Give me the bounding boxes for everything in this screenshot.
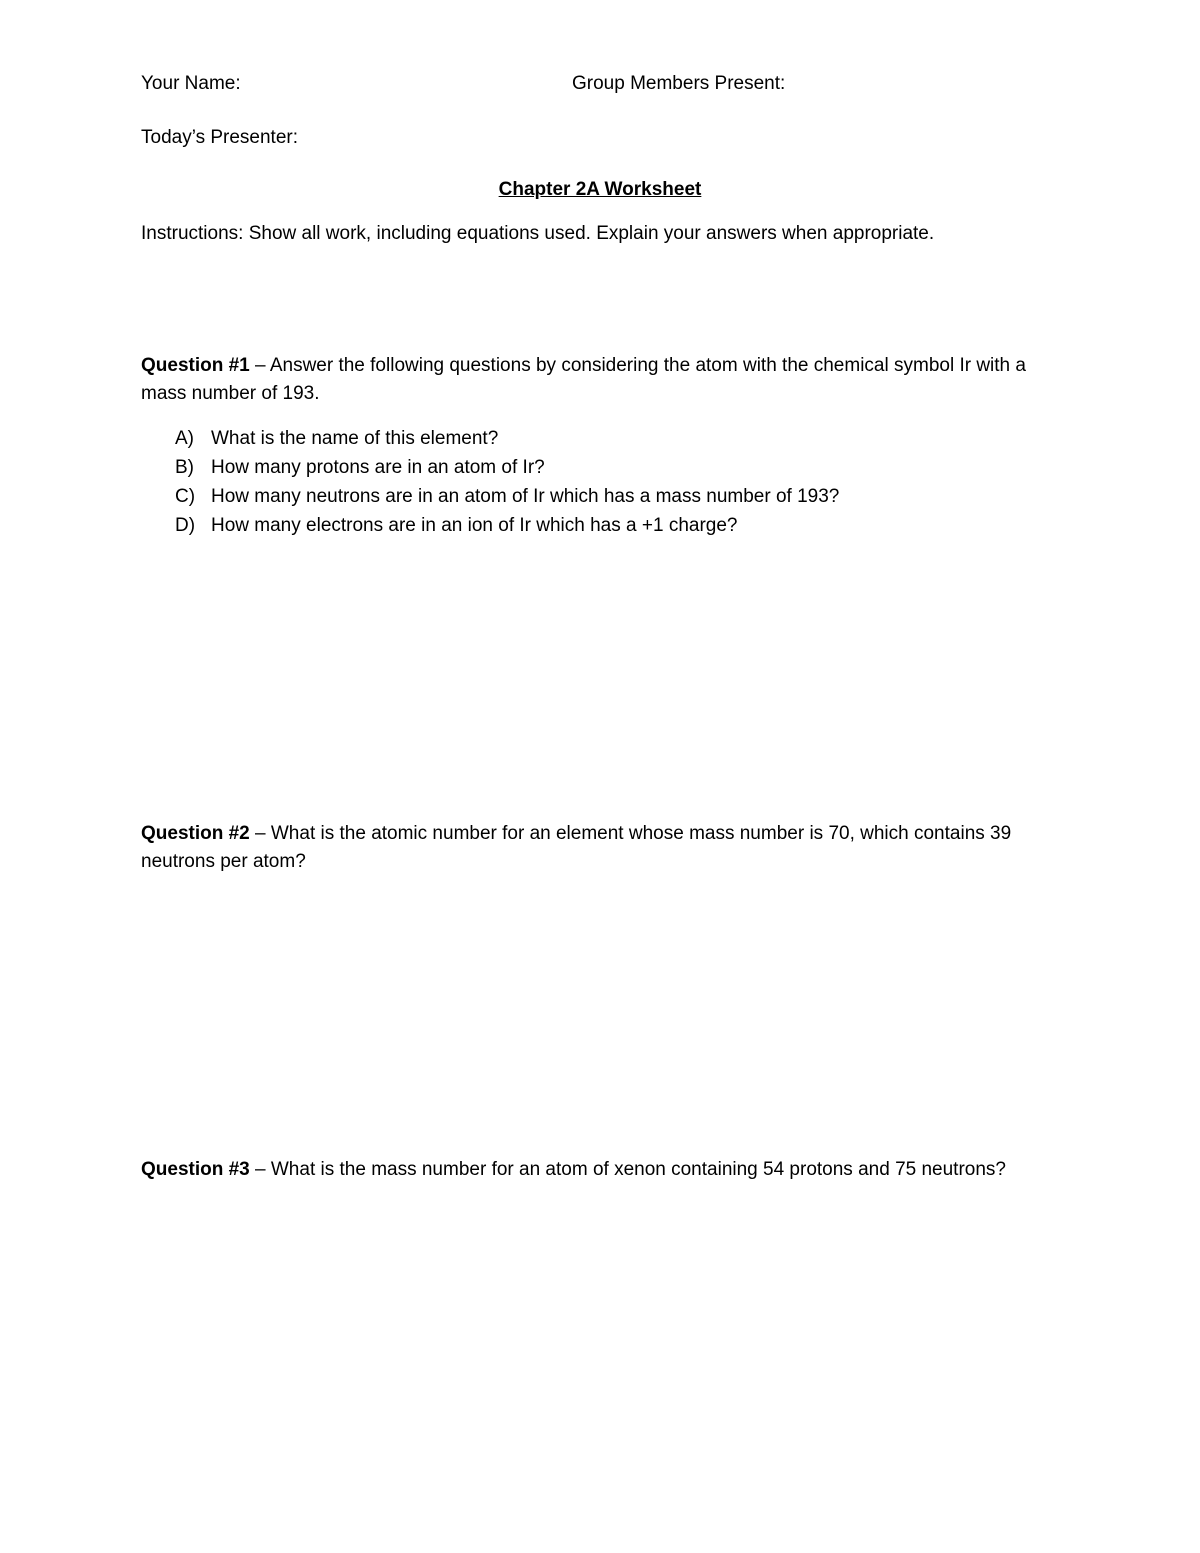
part-letter: B) bbox=[175, 457, 194, 478]
question-2-label: Question #2 bbox=[141, 823, 250, 844]
part-letter: A) bbox=[175, 428, 194, 449]
part-text: How many electrons are in an ion of Ir which has a +1 charge? bbox=[211, 515, 738, 536]
question-1-parts bbox=[175, 424, 839, 540]
presenter-label: Today’s Presenter: bbox=[141, 127, 299, 148]
list-item bbox=[175, 482, 839, 511]
group-members-label: Group Members Present: bbox=[572, 73, 786, 94]
part-text: What is the name of this element? bbox=[211, 428, 499, 449]
list-item bbox=[175, 511, 839, 540]
part-letter: C) bbox=[175, 486, 196, 507]
part-text: How many neutrons are in an atom of Ir which has a mass number of 193? bbox=[211, 486, 840, 507]
question-3 bbox=[141, 1156, 1061, 1184]
question-1-label: Question #1 bbox=[141, 355, 250, 376]
part-letter: D) bbox=[175, 515, 196, 536]
instructions-text: Instructions: Show all work, including equations used. Explain your answers when appropriate. bbox=[141, 223, 935, 244]
question-2 bbox=[141, 820, 1061, 876]
question-1 bbox=[141, 352, 1061, 408]
question-3-text: – What is the mass number for an atom of xenon containing 54 protons and 75 neutrons? bbox=[249, 1159, 1006, 1180]
page-title: Chapter 2A Worksheet bbox=[498, 179, 702, 200]
question-3-label: Question #3 bbox=[141, 1159, 250, 1180]
list-item bbox=[175, 453, 839, 482]
question-1-text: – Answer the following questions by considering the atom with the chemical symbol Ir with a mass number of 193. bbox=[141, 355, 1026, 404]
part-text: How many protons are in an atom of Ir? bbox=[211, 457, 545, 478]
question-2-text: – What is the atomic number for an element whose mass number is 70, which contains 39 neutrons per atom? bbox=[141, 823, 1012, 872]
your-name-label: Your Name: bbox=[141, 73, 241, 94]
list-item bbox=[175, 424, 839, 453]
